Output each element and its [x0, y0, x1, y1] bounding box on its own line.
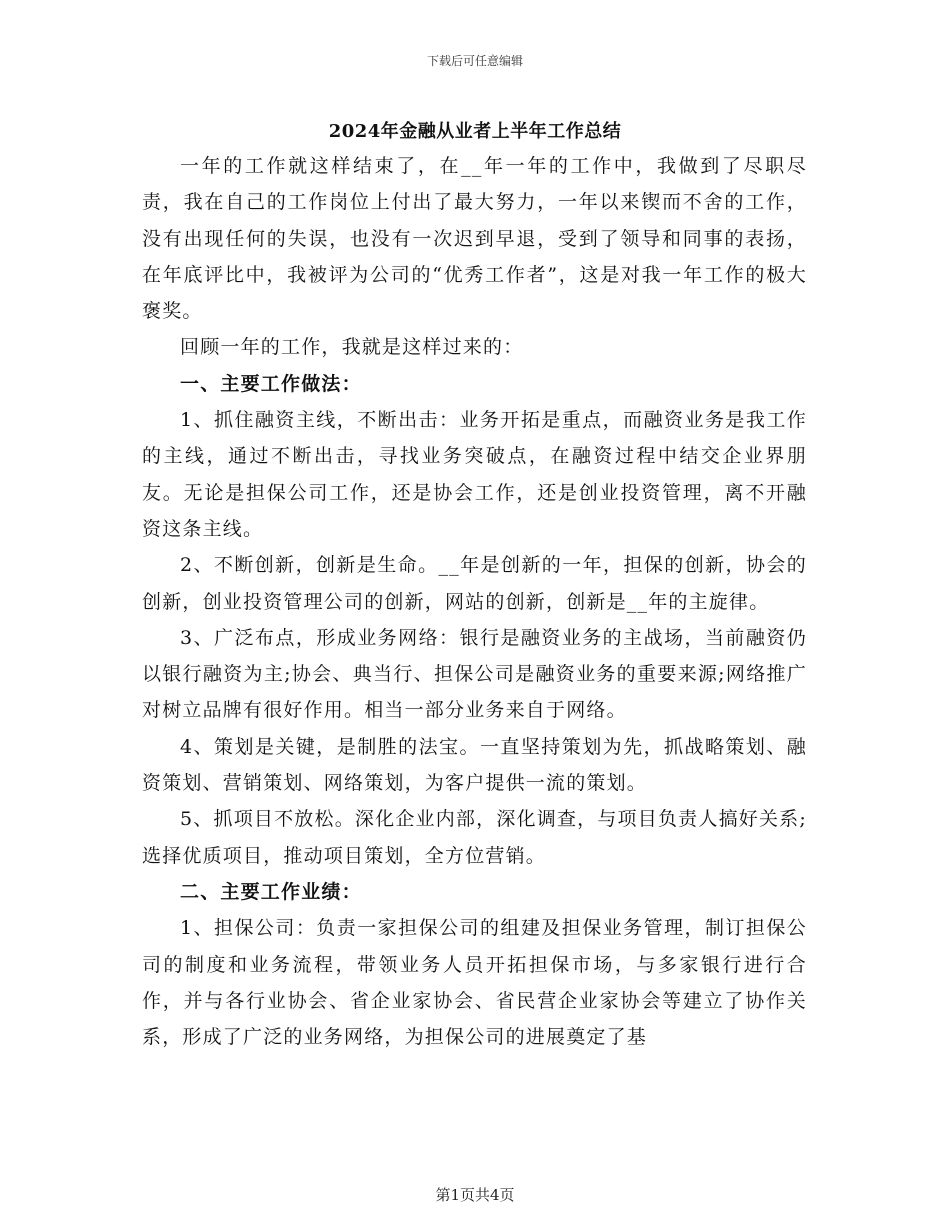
section-heading-achievements: 二、主要工作业绩：	[180, 880, 362, 903]
page-number: 第1页共4页	[435, 1186, 515, 1204]
paragraph-achievement-1: 1、担保公司：负责一家担保公司的组建及担保业务管理，制订担保公司的制度和业务流程，带领业务人员开拓担保市场，与多家银行进行合作，并与各行业协会、省企业家协会、省民营企业家协会等建立了协作关系，形成了广泛的业务网络，为担保公司的进展奠定了基	[142, 917, 807, 1049]
section-heading-methods: 一、主要工作做法：	[180, 372, 362, 395]
document-body	[142, 148, 807, 1055]
document-title: 2024年金融从业者上半年工作总结	[328, 121, 622, 142]
paragraph-method-3: 3、广泛布点，形成业务网络：银行是融资业务的主战场，当前融资仍以银行融资为主;协会、典当行、担保公司是融资业务的重要来源;网络推广对树立品牌有很好作用。相当一部分业务来自于网络。	[142, 626, 807, 722]
paragraph-method-2: 2、不断创新，创新是生命。__年是创新的一年，担保的创新，协会的创新，创业投资管理公司的创新，网站的创新，创新是__年的主旋律。	[142, 554, 807, 613]
paragraph-method-1: 1、抓住融资主线，不断出击：业务开拓是重点，而融资业务是我工作的主线，通过不断出击，寻找业务突破点，在融资过程中结交企业界朋友。无论是担保公司工作，还是协会工作，还是创业投资管理，离不开融资这条主线。	[142, 409, 807, 540]
paragraph-method-5: 5、抓项目不放松。深化企业内部，深化调查，与项目负责人搞好关系;选择优质项目，推动项目策划，全方位营销。	[142, 808, 807, 867]
page-header-note: 下载后可任意编辑	[426, 54, 523, 68]
paragraph-method-4: 4、策划是关键，是制胜的法宝。一直坚持策划为先，抓战略策划、融资策划、营销策划、网络策划，为客户提供一流的策划。	[142, 735, 807, 795]
paragraph-review: 回顾一年的工作，我就是这样过来的：	[180, 336, 524, 359]
paragraph-intro: 一年的工作就这样结束了，在__年一年的工作中，我做到了尽职尽责，我在自己的工作岗位上付出了最大努力，一年以来锲而不舍的工作，没有出现任何的失误，也没有一次迟到早退，受到了领导和同事的表扬，在年底评比中，我被评为公司的“优秀工作者”，这是对我一年工作的极大褒奖。	[142, 155, 807, 323]
